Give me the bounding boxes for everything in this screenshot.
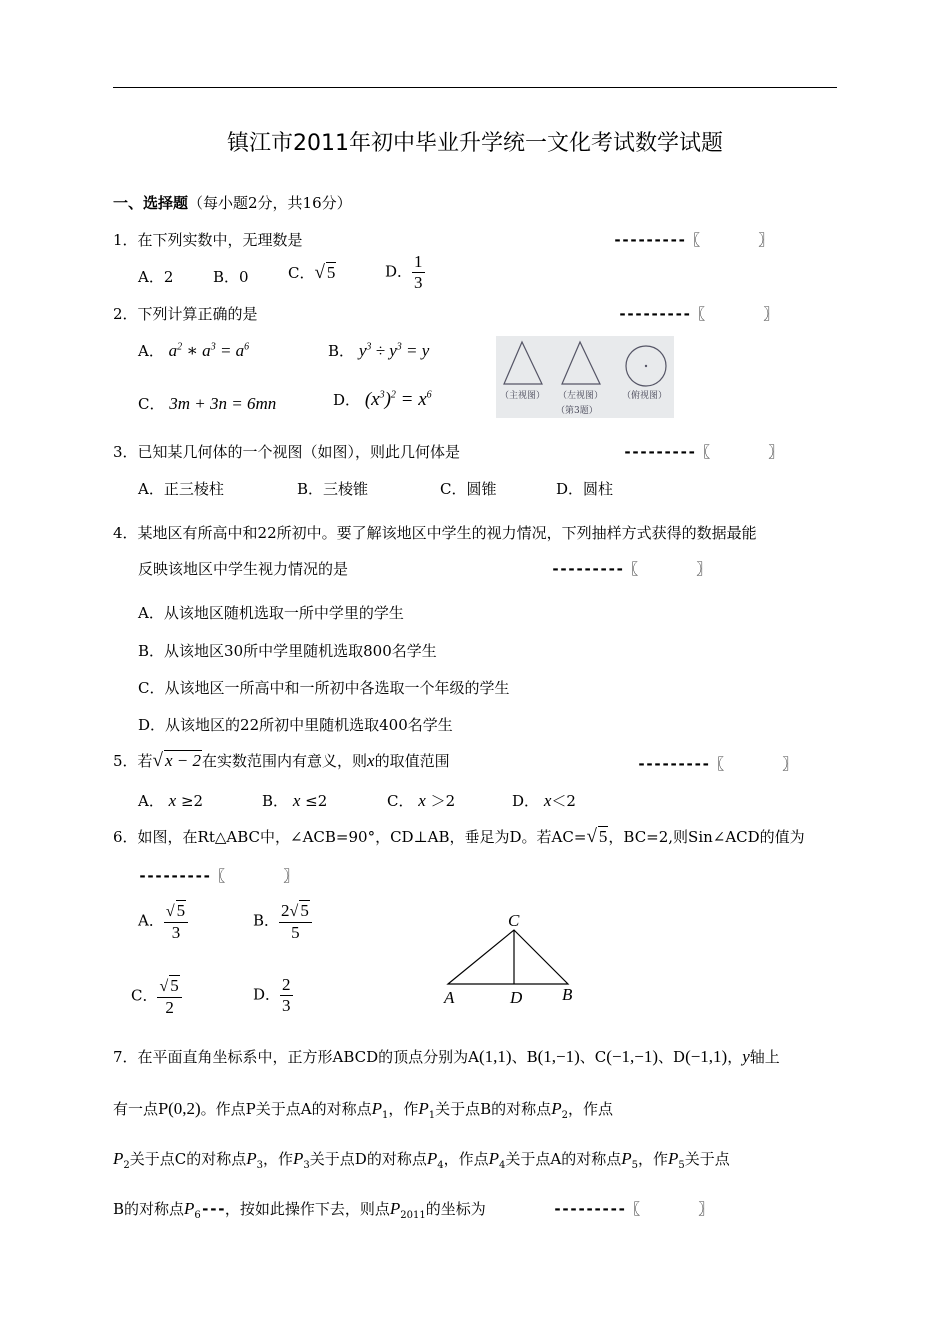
point-d-label: D [510, 988, 523, 1007]
q5-option-a: A． x ≥2 [138, 791, 204, 810]
q3-option-d: D．圆柱 [556, 480, 614, 498]
q2-option-c: C． 3m + 3n = 6mn [138, 394, 277, 413]
q7-line4: B的对称点$P_6---$，按如此操作下去，则点$P_{2011}$的坐标为 [113, 1199, 486, 1221]
q3-option-a: A．正三棱柱 [138, 480, 224, 498]
q6-option-c: C． $\frac{√ 5}{2}$ [131, 975, 182, 1018]
q5-answer-blank: ---------〖 〗 [637, 755, 798, 773]
q3-three-views-figure [496, 336, 674, 418]
section-name: 一、选择题 [113, 194, 189, 212]
side-view-triangle [562, 342, 600, 384]
q7-answer-blank: ---------〖 〗 [553, 1200, 714, 1218]
q3-option-c: C．圆锥 [440, 480, 497, 498]
q5-stem: 5．若√ x − 2在实数范围内有意义，则x的取值范围 [113, 750, 450, 771]
q6-stem: 6．如图，在Rt△ABC中，∠ACB=90°，CD⊥AB，垂足为D。若AC=√ 5，BC=2,则Sin∠ACD的值为 [113, 826, 805, 847]
q3-answer-blank: ---------〖 〗 [623, 443, 784, 461]
q2-option-a: A． $a^2$ ∗ $a^3 = a^6$ [138, 341, 250, 360]
q4-option-c: C．从该地区一所高中和一所初中各选取一个年级的学生 [138, 679, 510, 697]
q4-stem-line2: 反映该地区中学生视力情况的是 [138, 560, 349, 578]
page-title: 镇江市2011年初中毕业升学统一文化考试数学试题 [227, 131, 723, 156]
q2-option-d: D． $(x^3)^2 = x^6$ [333, 389, 432, 410]
q1-option-d: D． $\frac{1}{3}$ [385, 252, 423, 292]
q6-answer-blank: ---------〖 〗 [138, 867, 299, 885]
side-view-label: （左视图） [558, 391, 604, 401]
q7-line2: 有一点P(0,2)。作点P关于点A的对称点$P_1$，作$P_1$关于点B的对称点$P_2$，作点 [113, 1099, 613, 1121]
front-view-label: （主视图） [500, 391, 546, 401]
header-rule [113, 87, 837, 88]
q4-stem-line1: 4．某地区有所高中和22所初中。要了解该地区中学生的视力情况，下列抽样方式获得的数据最能 [113, 524, 757, 542]
q1-option-a: A．2 [138, 268, 174, 286]
q1-stem: 1．在下列实数中，无理数是 [113, 231, 303, 249]
q5-option-c: C． x ＞2 [387, 791, 456, 810]
q3-option-b: B．三棱锥 [297, 480, 369, 498]
front-view-triangle [504, 342, 542, 384]
vertex-c-label: C [508, 911, 520, 930]
q4-option-b: B．从该地区30所中学里随机选取800名学生 [138, 642, 437, 660]
q4-option-d: D．从该地区的22所初中里随机选取400名学生 [138, 716, 453, 734]
q6-option-d: D． $\frac{2}{3}$ [253, 975, 291, 1015]
q1-option-c: C．√ 5 [288, 262, 336, 283]
q2-option-b: B． $y^3 \div y^3 = y$ [328, 341, 430, 360]
q2-answer-blank: ---------〖 〗 [618, 305, 779, 323]
q7-line1: 7．在平面直角坐标系中，正方形ABCD的顶点分别为A(1,1)、B(1,−1)、C(−1,−1)、D(−1,1)，y轴上 [113, 1047, 780, 1066]
q1-answer-blank: ---------〖 〗 [613, 231, 774, 249]
q1-option-b: B．0 [213, 268, 249, 286]
triangle-abc [448, 930, 568, 984]
top-view-label: （俯视图） [622, 391, 668, 401]
section-note: （每小题2分，共16分） [188, 194, 352, 212]
top-view-center-dot [645, 365, 647, 367]
q7-line3: $P_2$关于点C的对称点$P_3$，作$P_3$关于点D的对称点$P_4$，作点$P_4$关于点A的对称点$P_5$，作$P_5$关于点 [113, 1149, 730, 1171]
q4-answer-blank: ---------〖 〗 [551, 560, 712, 578]
section-heading [113, 192, 352, 213]
q3-stem: 3．已知某几何体的一个视图（如图），则此几何体是 [113, 443, 461, 461]
vertex-a-label: A [444, 988, 455, 1007]
q5-option-d: D． x＜2 [512, 791, 576, 810]
q2-stem: 2．下列计算正确的是 [113, 305, 258, 323]
q6-option-a: A． $\frac{√ 5}{3}$ [138, 900, 188, 943]
q6-option-b: B． $\frac{2√ 5}{5}$ [253, 900, 312, 943]
q5-option-b: B． x ≤2 [262, 791, 328, 810]
vertex-b-label: B [562, 985, 573, 1004]
q4-option-a: A．从该地区随机选取一所中学里的学生 [138, 604, 404, 622]
figure-caption: （第3题） [556, 406, 598, 416]
